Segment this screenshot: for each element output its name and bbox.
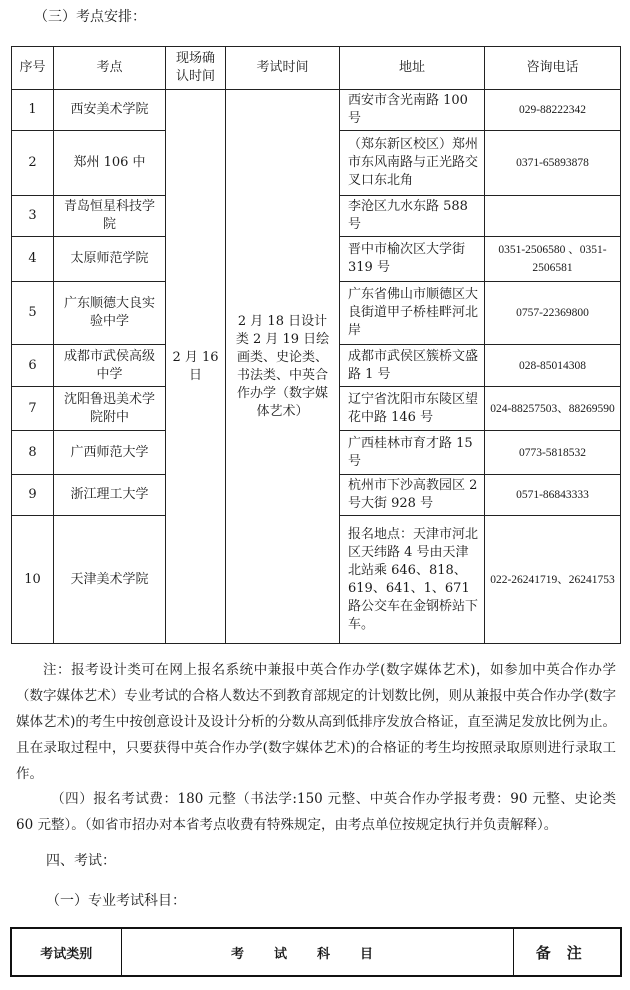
row-venue: 天津美术学院 xyxy=(54,516,166,644)
row-address: 广东省佛山市顺德区大良街道甲子桥桂畔河北岸 xyxy=(340,282,485,345)
header-remarks: 备注 xyxy=(513,928,621,976)
row-phone: 0371-65893878 xyxy=(485,131,621,196)
row-phone: 022-26241719、26241753 xyxy=(485,516,621,644)
venue-table-header-row xyxy=(12,47,621,90)
row-phone: 029-88222342 xyxy=(485,90,621,131)
row-address: 广西桂林市育才路 15 号 xyxy=(340,431,485,475)
row-phone: 0773-5818532 xyxy=(485,431,621,475)
row-venue: 成都市武侯高级中学 xyxy=(54,345,166,387)
row-phone: 024-88257503、88269590 xyxy=(485,387,621,431)
subject-table xyxy=(10,927,622,977)
row-number: 1 xyxy=(12,90,54,131)
header-phone: 咨询电话 xyxy=(485,47,621,90)
row-venue: 太原师范学院 xyxy=(54,237,166,282)
row-address: 辽宁省沈阳市东陵区望花中路 146 号 xyxy=(340,387,485,431)
row-address: 西安市含光南路 100 号 xyxy=(340,90,485,131)
header-no: 序号 xyxy=(12,47,54,90)
row-address: 晋中市榆次区大学街 319 号 xyxy=(340,237,485,282)
row-address: （郑东新区校区）郑州市东风南路与正光路交叉口东北角 xyxy=(340,131,485,196)
row-number: 2 xyxy=(12,131,54,196)
header-address: 地址 xyxy=(340,47,485,90)
exam-time: 2 月 18 日设计类 2 月 19 日绘画类、史论类、书法类、中英合作办学（数字媒体艺术） xyxy=(226,90,340,644)
row-venue: 西安美术学院 xyxy=(54,90,166,131)
header-exam-time: 考试时间 xyxy=(226,47,340,90)
row-number: 6 xyxy=(12,345,54,387)
exam-section-heading: 四、考试： xyxy=(46,853,116,869)
row-number: 8 xyxy=(12,431,54,475)
row-address: 报名地点：天津市河北区天纬路 4 号由天津北站乘 646、818、619、641、1、671 路公交车在金钢桥站下车。 xyxy=(340,516,485,644)
header-venue: 考点 xyxy=(54,47,166,90)
venue-table xyxy=(11,46,621,644)
table-row xyxy=(12,90,621,131)
row-venue: 广西师范大学 xyxy=(54,431,166,475)
row-address: 杭州市下沙高教园区 2 号大街 928 号 xyxy=(340,475,485,516)
row-number: 3 xyxy=(12,196,54,237)
row-number: 4 xyxy=(12,237,54,282)
confirm-date: 2 月 16 日 xyxy=(166,90,226,644)
row-phone: 0757-22369800 xyxy=(485,282,621,345)
row-number: 9 xyxy=(12,475,54,516)
registration-note: 注：报考设计类可在网上报名系统中兼报中英合作办学(数字媒体艺术)，如参加中英合作办学（数字媒体艺术）专业考试的合格人数达不到教育部规定的计划数比例，则从兼报中英合作办学(数字媒体艺术)的考生中按创意设计及设计分析的分数从高到低排序发放合格证，直至满足发放比例为止。且在录取过程中，只要获得中英合作办学(数字媒体艺术)的合格证的考生均按照录取原则进行录取工作。 xyxy=(16,662,616,782)
subject-table-header-row xyxy=(11,928,621,976)
row-phone xyxy=(485,196,621,237)
row-number: 5 xyxy=(12,282,54,345)
row-phone: 0571-86843333 xyxy=(485,475,621,516)
row-phone: 028-85014308 xyxy=(485,345,621,387)
row-number: 10 xyxy=(12,516,54,644)
row-venue: 郑州 106 中 xyxy=(54,131,166,196)
row-phone: 0351-2506580 、0351-2506581 xyxy=(485,237,621,282)
row-number: 7 xyxy=(12,387,54,431)
row-venue: 浙江理工大学 xyxy=(54,475,166,516)
row-address: 李沧区九水东路 588 号 xyxy=(340,196,485,237)
header-exam-subject: 考试科目 xyxy=(121,928,513,976)
header-exam-category: 考试类别 xyxy=(11,928,121,976)
venue-section-heading: （三）考点安排： xyxy=(34,9,146,25)
row-venue: 广东顺德大良实验中学 xyxy=(54,282,166,345)
header-confirm-time: 现场确认时间 xyxy=(166,47,226,90)
fee-paragraph: （四）报名考试费：180 元整（书法学:150 元整、中英合作办学报考费：90 元整、史论类 60 元整）。（如省市招办对本省考点收费有特殊规定，由考点单位按规定执行并负责解释）。 xyxy=(16,791,616,833)
row-venue: 青岛恒星科技学院 xyxy=(54,196,166,237)
row-address: 成都市武侯区簇桥文盛路 1 号 xyxy=(340,345,485,387)
row-venue: 沈阳鲁迅美术学院附中 xyxy=(54,387,166,431)
subject-section-heading: （一）专业考试科目： xyxy=(46,893,186,909)
